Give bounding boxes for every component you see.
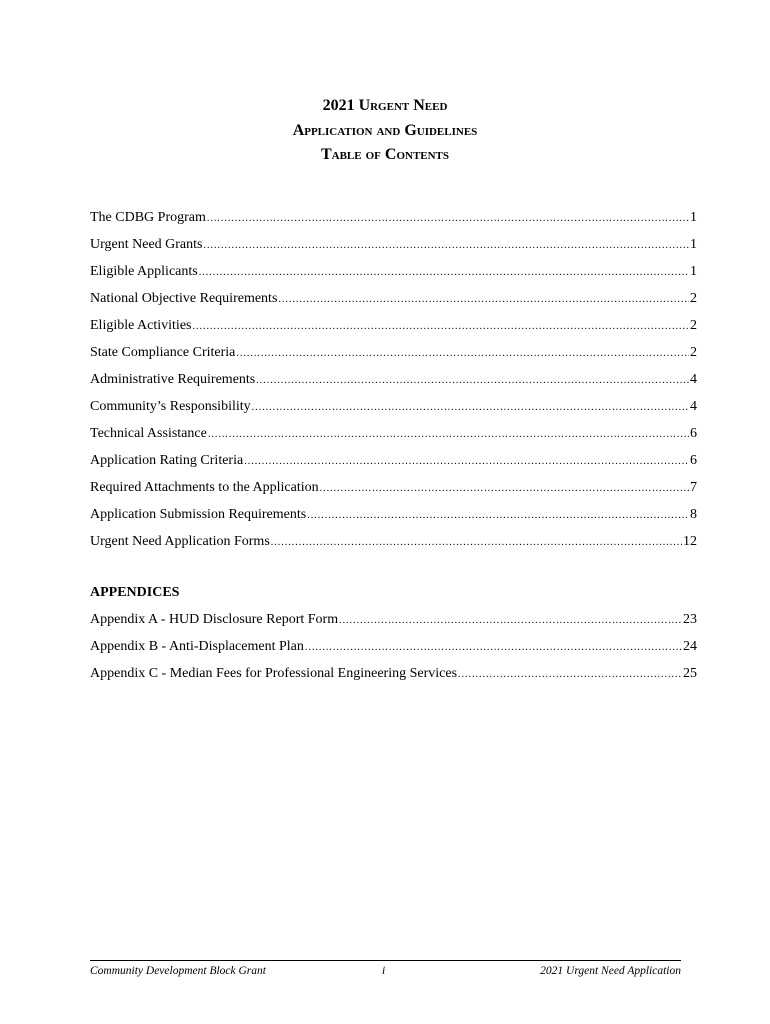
toc-entry[interactable]: [90, 262, 697, 289]
toc-dot-leader: [204, 236, 690, 256]
document-title: [0, 94, 770, 168]
title-line-1: 2021 Urgent Need: [322, 97, 448, 114]
toc-entry-label: Application Rating Criteria: [90, 453, 244, 468]
toc-dot-leader: [339, 611, 682, 631]
toc-entry-page-number: 1: [690, 210, 697, 225]
title-line-3: Table of Contents: [320, 146, 450, 163]
toc-entry[interactable]: [90, 235, 697, 262]
toc-entry-label: State Compliance Criteria: [90, 345, 236, 360]
toc-entry-page-number: 6: [690, 453, 697, 468]
toc-entry[interactable]: [90, 397, 697, 424]
toc-dot-leader: [278, 290, 689, 310]
toc-entry-label: The CDBG Program: [90, 210, 206, 225]
toc-entry-page-number: 8: [690, 507, 697, 522]
toc-entry[interactable]: [90, 637, 697, 664]
toc-entry-page-number: 2: [690, 345, 697, 360]
toc-entry[interactable]: [90, 532, 697, 559]
toc-dot-leader: [307, 506, 689, 526]
toc-entry[interactable]: [90, 610, 697, 637]
toc-dot-leader: [252, 398, 689, 418]
toc-entry[interactable]: [90, 451, 697, 478]
toc-entry[interactable]: [90, 208, 697, 235]
toc-entry-label: Application Submission Requirements: [90, 507, 307, 522]
toc-entry-page-number: 23: [683, 612, 697, 627]
toc-entry[interactable]: [90, 316, 697, 343]
toc-entry-label: Eligible Activities: [90, 318, 192, 333]
footer-right-text: 2021 Urgent Need Application: [540, 965, 681, 977]
toc-entry-label: Required Attachments to the Application: [90, 480, 319, 495]
toc-entry-label: National Objective Requirements: [90, 291, 278, 306]
toc-entry-label: Appendix C - Median Fees for Professional Engineering Services: [90, 666, 458, 681]
toc-entry-label: Eligible Applicants: [90, 264, 198, 279]
toc-entry-page-number: 1: [690, 237, 697, 252]
toc-entry[interactable]: [90, 370, 697, 397]
toc-entry-label: Appendix B - Anti-Displacement Plan: [90, 639, 304, 654]
toc-entry[interactable]: [90, 424, 697, 451]
toc-entry-label: Administrative Requirements: [90, 372, 256, 387]
toc-entry-page-number: 6: [690, 426, 697, 441]
toc-dot-leader: [199, 263, 689, 283]
toc-entry-page-number: 24: [683, 639, 697, 654]
toc-entry-label: Urgent Need Application Forms: [90, 534, 270, 549]
toc-entry-label: Urgent Need Grants: [90, 237, 203, 252]
toc-entry-page-number: 7: [690, 480, 697, 495]
footer-page-number: i: [382, 965, 386, 977]
toc-entry-label: Appendix A - HUD Disclosure Report Form: [90, 612, 339, 627]
toc-entry-page-number: 2: [690, 291, 697, 306]
page-footer: [90, 960, 681, 984]
toc-entry[interactable]: [90, 289, 697, 316]
toc-entry-page-number: 1: [690, 264, 697, 279]
title-line-2: Application and Guidelines: [292, 121, 478, 139]
toc-entry[interactable]: [90, 343, 697, 370]
toc-dot-leader: [236, 344, 689, 364]
toc-entry-page-number: 2: [690, 318, 697, 333]
appendices-heading: APPENDICES: [90, 585, 180, 600]
toc-dot-leader: [320, 479, 689, 499]
toc-entry[interactable]: [90, 664, 697, 691]
toc-dot-leader: [244, 452, 689, 472]
toc-dot-leader: [458, 665, 682, 685]
toc-entry-label: Community’s Responsibility: [90, 399, 251, 414]
toc-entry-page-number: 25: [683, 666, 697, 681]
toc-dot-leader: [305, 638, 682, 658]
toc-entry-label: Technical Assistance: [90, 426, 207, 441]
toc-dot-leader: [208, 425, 689, 445]
toc-entry-page-number: 12: [683, 534, 697, 549]
footer-left-text: Community Development Block Grant: [90, 965, 266, 977]
toc-entry[interactable]: [90, 505, 697, 532]
table-of-contents: [90, 208, 697, 559]
toc-dot-leader: [193, 317, 690, 337]
toc-entry-page-number: 4: [690, 372, 697, 387]
toc-entry[interactable]: [90, 478, 697, 505]
appendices-list: [90, 610, 697, 691]
toc-dot-leader: [271, 533, 682, 553]
toc-dot-leader: [207, 209, 689, 229]
toc-dot-leader: [256, 371, 689, 391]
toc-entry-page-number: 4: [690, 399, 697, 414]
